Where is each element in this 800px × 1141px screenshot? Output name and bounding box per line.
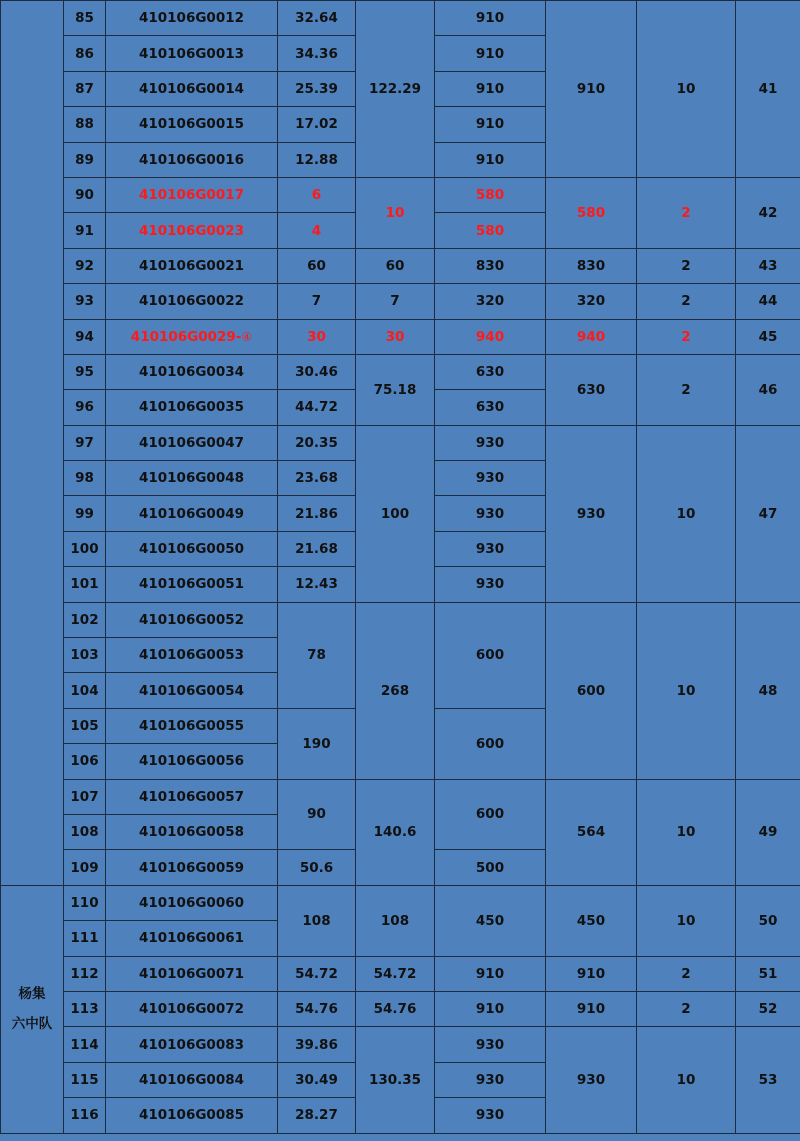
avg-price: 830 — [546, 248, 637, 283]
row-number: 85 — [64, 1, 106, 36]
avg-price: 564 — [546, 779, 637, 885]
group-label-line2: 六中队 — [11, 1016, 53, 1033]
parcel-area: 12.43 — [278, 567, 356, 602]
parcel-area: 90 — [278, 779, 356, 850]
unit-price: 930 — [435, 1062, 546, 1097]
unit-price: 910 — [435, 36, 546, 71]
parcel-code: 410106G0061 — [106, 921, 278, 956]
parcel-area: 12.88 — [278, 142, 356, 177]
unit-price: 910 — [435, 142, 546, 177]
unit-price: 600 — [435, 708, 546, 779]
unit-price: 930 — [435, 496, 546, 531]
parcel-code — [106, 319, 278, 354]
row-number: 91 — [64, 213, 106, 248]
row-number: 99 — [64, 496, 106, 531]
parcel-code: 410106G0058 — [106, 814, 278, 849]
avg-price: 450 — [546, 885, 637, 956]
parcel-code: 410106G0085 — [106, 1098, 278, 1133]
row-number: 89 — [64, 142, 106, 177]
parcel-code: 410106G0021 — [106, 248, 278, 283]
unit-price: 580 — [435, 213, 546, 248]
total-area: 7 — [356, 284, 435, 319]
parcel-area: 4 — [278, 213, 356, 248]
years: 2 — [637, 284, 736, 319]
parcel-area: 190 — [278, 708, 356, 779]
unit-price: 910 — [435, 1, 546, 36]
unit-price: 630 — [435, 390, 546, 425]
row-number: 107 — [64, 779, 106, 814]
avg-price: 600 — [546, 602, 637, 779]
parcel-code: 410106G0052 — [106, 602, 278, 637]
parcel-code: 410106G0015 — [106, 107, 278, 142]
row-number: 96 — [64, 390, 106, 425]
row-number: 108 — [64, 814, 106, 849]
avg-price: 910 — [546, 1, 637, 178]
total-area: 108 — [356, 885, 435, 956]
row-number: 100 — [64, 531, 106, 566]
total-area: 54.72 — [356, 956, 435, 991]
years: 2 — [637, 956, 736, 991]
block-index: 44 — [736, 284, 800, 319]
row-number: 106 — [64, 744, 106, 779]
unit-price: 630 — [435, 354, 546, 389]
total-area: 10 — [356, 177, 435, 248]
parcel-code: 410106G0023 — [106, 213, 278, 248]
parcel-area: 28.27 — [278, 1098, 356, 1133]
parcel-area: 7 — [278, 284, 356, 319]
group-label — [1, 885, 64, 1133]
parcel-area: 54.72 — [278, 956, 356, 991]
parcel-area: 54.76 — [278, 991, 356, 1026]
row-number: 103 — [64, 638, 106, 673]
avg-price: 320 — [546, 284, 637, 319]
years: 10 — [637, 1, 736, 178]
parcel-code: 410106G0017 — [106, 177, 278, 212]
parcel-area: 60 — [278, 248, 356, 283]
unit-price: 910 — [435, 956, 546, 991]
unit-price: 930 — [435, 461, 546, 496]
parcel-area: 34.36 — [278, 36, 356, 71]
parcel-area: 78 — [278, 602, 356, 708]
parcel-area: 32.64 — [278, 1, 356, 36]
parcel-area: 108 — [278, 885, 356, 956]
group-label-line1: 杨集 — [18, 986, 46, 1003]
parcel-area: 50.6 — [278, 850, 356, 885]
parcel-code: 410106G0016 — [106, 142, 278, 177]
row-number: 87 — [64, 71, 106, 106]
parcel-code: 410106G0053 — [106, 638, 278, 673]
block-index: 49 — [736, 779, 800, 885]
total-area: 122.29 — [356, 1, 435, 178]
unit-price: 930 — [435, 1027, 546, 1062]
row-number: 97 — [64, 425, 106, 460]
row-number: 113 — [64, 991, 106, 1026]
parcel-area: 17.02 — [278, 107, 356, 142]
block-index: 53 — [736, 1027, 800, 1133]
parcel-area: 25.39 — [278, 71, 356, 106]
row-number: 102 — [64, 602, 106, 637]
parcel-code: 410106G0072 — [106, 991, 278, 1026]
total-area: 75.18 — [356, 354, 435, 425]
parcel-code: 410106G0047 — [106, 425, 278, 460]
avg-price: 930 — [546, 425, 637, 602]
group-cell — [1, 1, 64, 886]
parcel-area: 30.49 — [278, 1062, 356, 1097]
parcel-area: 20.35 — [278, 425, 356, 460]
parcel-area: 6 — [278, 177, 356, 212]
unit-price: 930 — [435, 425, 546, 460]
row-number: 105 — [64, 708, 106, 743]
parcel-code: 410106G0060 — [106, 885, 278, 920]
years: 2 — [637, 177, 736, 248]
unit-price: 320 — [435, 284, 546, 319]
parcel-area: 30.46 — [278, 354, 356, 389]
total-area: 100 — [356, 425, 435, 602]
years: 10 — [637, 425, 736, 602]
unit-price: 910 — [435, 991, 546, 1026]
parcel-code: 410106G0013 — [106, 36, 278, 71]
unit-price: 930 — [435, 1098, 546, 1133]
parcel-code: 410106G0057 — [106, 779, 278, 814]
years: 2 — [637, 354, 736, 425]
years: 2 — [637, 319, 736, 354]
row-number: 104 — [64, 673, 106, 708]
row-number: 93 — [64, 284, 106, 319]
parcel-code: 410106G0022 — [106, 284, 278, 319]
block-index: 51 — [736, 956, 800, 991]
unit-price: 910 — [435, 71, 546, 106]
block-index: 45 — [736, 319, 800, 354]
row-number: 86 — [64, 36, 106, 71]
parcel-area: 21.86 — [278, 496, 356, 531]
unit-price: 580 — [435, 177, 546, 212]
parcel-code-text: 410106G0029- — [130, 328, 242, 345]
row-number: 112 — [64, 956, 106, 991]
parcel-area: 44.72 — [278, 390, 356, 425]
block-index: 50 — [736, 885, 800, 956]
row-number: 101 — [64, 567, 106, 602]
parcel-code: 410106G0055 — [106, 708, 278, 743]
parcel-code: 410106G0054 — [106, 673, 278, 708]
years: 10 — [637, 885, 736, 956]
block-index: 48 — [736, 602, 800, 779]
block-index: 41 — [736, 1, 800, 178]
row-number: 92 — [64, 248, 106, 283]
parcel-code: 410106G0083 — [106, 1027, 278, 1062]
block-index: 42 — [736, 177, 800, 248]
row-number: 90 — [64, 177, 106, 212]
row-number: 88 — [64, 107, 106, 142]
unit-price: 910 — [435, 107, 546, 142]
parcel-code: 410106G0071 — [106, 956, 278, 991]
total-area: 30 — [356, 319, 435, 354]
parcel-code: 410106G0049 — [106, 496, 278, 531]
block-index: 46 — [736, 354, 800, 425]
avg-price: 580 — [546, 177, 637, 248]
parcel-code: 410106G0056 — [106, 744, 278, 779]
unit-price: 600 — [435, 779, 546, 850]
unit-price: 930 — [435, 567, 546, 602]
parcel-code: 410106G0035 — [106, 390, 278, 425]
total-area: 140.6 — [356, 779, 435, 885]
total-area: 54.76 — [356, 991, 435, 1026]
avg-price: 910 — [546, 956, 637, 991]
block-index: 47 — [736, 425, 800, 602]
row-number: 114 — [64, 1027, 106, 1062]
avg-price: 930 — [546, 1027, 637, 1133]
parcel-area: 30 — [278, 319, 356, 354]
row-number: 115 — [64, 1062, 106, 1097]
years: 10 — [637, 602, 736, 779]
unit-price: 830 — [435, 248, 546, 283]
parcel-code: 410106G0050 — [106, 531, 278, 566]
parcel-code-suffix: ④ — [241, 329, 253, 344]
parcel-code: 410106G0051 — [106, 567, 278, 602]
unit-price: 930 — [435, 531, 546, 566]
parcel-code: 410106G0014 — [106, 71, 278, 106]
avg-price: 910 — [546, 991, 637, 1026]
row-number: 110 — [64, 885, 106, 920]
parcel-code: 410106G0048 — [106, 461, 278, 496]
row-number: 95 — [64, 354, 106, 389]
block-index: 52 — [736, 991, 800, 1026]
avg-price: 940 — [546, 319, 637, 354]
parcel-area: 39.86 — [278, 1027, 356, 1062]
row-number: 111 — [64, 921, 106, 956]
years: 2 — [637, 248, 736, 283]
block-index: 43 — [736, 248, 800, 283]
unit-price: 500 — [435, 850, 546, 885]
unit-price: 600 — [435, 602, 546, 708]
years: 10 — [637, 779, 736, 885]
parcel-code: 410106G0084 — [106, 1062, 278, 1097]
parcel-code: 410106G0034 — [106, 354, 278, 389]
total-area: 60 — [356, 248, 435, 283]
row-number: 109 — [64, 850, 106, 885]
parcel-code: 410106G0012 — [106, 1, 278, 36]
row-number: 98 — [64, 461, 106, 496]
parcel-area: 23.68 — [278, 461, 356, 496]
years: 2 — [637, 991, 736, 1026]
years: 10 — [637, 1027, 736, 1133]
unit-price: 940 — [435, 319, 546, 354]
parcel-code: 410106G0059 — [106, 850, 278, 885]
parcel-area: 21.68 — [278, 531, 356, 566]
total-area: 130.35 — [356, 1027, 435, 1133]
unit-price: 450 — [435, 885, 546, 956]
row-number: 94 — [64, 319, 106, 354]
total-area: 268 — [356, 602, 435, 779]
avg-price: 630 — [546, 354, 637, 425]
row-number: 116 — [64, 1098, 106, 1133]
